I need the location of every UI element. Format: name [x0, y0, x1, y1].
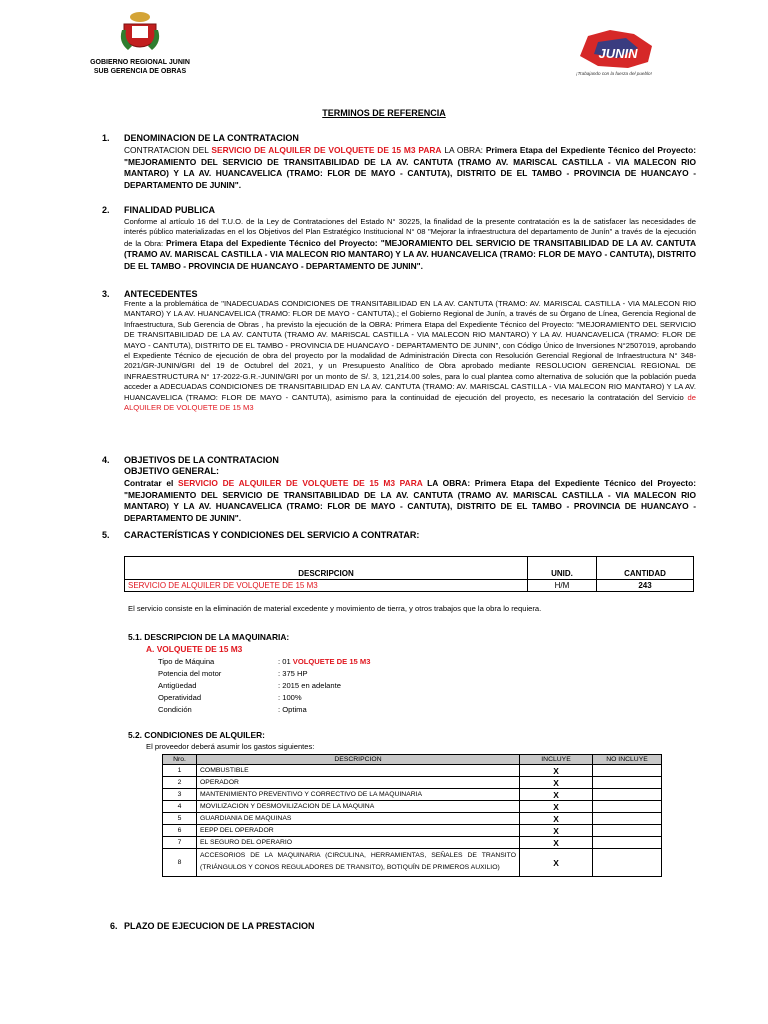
section-4-text: Contratar el SERVICIO DE ALQUILER DE VOLQUETE DE 15 M3 PARA LA OBRA: Primera Etapa del Expediente Técnico del Proyecto: "MEJORAMIENTO DEL SERVICIO DE TRANSITABILIDAD DE LA AV. CANTUTA (TRAMO AV. MARISCAL CASTILLA - VIA MALECON RIO MANTARO) Y LA AV. HUANCAVELICA (TRAMO: FLOR DE MAYO - CANTUTA), DISTRITO DE EL TAMBO - PROVINCIA DE HUANCAYO - DEPARTAMENTO DE JUNIN". [124, 478, 696, 523]
row-number: 2 [163, 777, 197, 789]
rental-row [163, 825, 662, 837]
spec-value: : 2015 en adelante [278, 681, 341, 690]
row-number: 5 [163, 813, 197, 825]
row-description: COMBUSTIBLE [197, 765, 520, 777]
spec-key: Antigüedad [158, 681, 197, 690]
row-not-includes [593, 765, 662, 777]
service-description: SERVICIO DE ALQUILER DE VOLQUETE DE 15 M3 [125, 580, 528, 592]
row-not-includes [593, 789, 662, 801]
section-3-text: Frente a la problemática de "INADECUADAS CONDICIONES DE TRANSITABILIDAD EN LA AV. CANTUTA (TRAMO: AV. MARISCAL CASTILLA - VIA MALECON RIO MANTARO) Y LA AV. HUANCAVELICA (TRAMO: FLOR DE MAYO - CANTUTA).; el Gobierno Regional de Junín, a través de su Órgano de Línea, Gerencia Regional de Infraestructura, Sub Gerencia de Obras , ha previsto la ejecución de la OBRA: Primera Etapa del Expediente Técnico del Proyecto: "MEJORAMIENTO DEL SERVICIO DE TRANSITABILIDAD DE LA AV. CANTUTA (TRAMO AV. MARISCAL CASTILLA - VIA MALECON RIO MANTARO) Y LA AV. HUANCAVELICA (TRAMO: FLOR DE MAYO - CANTUTA), DISTRITO DE EL TAMBO - PROVINCIA DE HUANCAYO - DEPARTAMENTO DE JUNIN", con Código Único de Inversiones N°2507019, aprobando el Expediente Técnico de ejecución de obra del proyecto por la modalidad de Administración Directa con Resolución Gerencial Regional de Infraestructura N° 348-2021/GR-JUNIN/GRI del 19 de Octubrel del 2021, y un Presupuesto Analítico de Obra aprobado mediante RESOLUCION GERENCIAL REGIONAL DE INFRAESTRUCTURA N° 17-2022-G.R.-JUNIN/GRI por un monto de S/. 3, 121,214.00 soles, para lo cual plantea como alternativa de solución que la población pueda acceder a ADECUADAS CONDICIONES DE TRANSITABILIDAD EN LA AV. CANTUTA (TRAMO: AV. MARISCAL CASTILLA - VIA MALECON RIO MANTARO) Y LA AV. HUANCAVELICA (TRAMO: FLOR DE MAYO - CANTUTA), asimismo para la continuidad de ejecución del proyecto, es necesario la contratación del Servicio de ALQUILER DE VOLQUETE DE 15 M3 [124, 299, 696, 413]
rental-table-body [163, 765, 662, 877]
service-unit: H/M [528, 580, 597, 592]
rental-row [163, 789, 662, 801]
row-not-includes [593, 849, 662, 877]
row-not-includes [593, 813, 662, 825]
gov-line-1: GOBIERNO REGIONAL JUNIN [90, 59, 190, 66]
spec-value: : 100% [278, 693, 302, 702]
header-nro: Nro. [163, 755, 197, 765]
row-includes: X [520, 813, 593, 825]
row-not-includes [593, 837, 662, 849]
document-title: TERMINOS DE REFERENCIA [322, 108, 446, 118]
service-row [125, 580, 694, 592]
section-5-2-heading: 5.2. CONDICIONES DE ALQUILER: [128, 730, 265, 740]
header-not-includes: NO INCLUYE [593, 755, 662, 765]
row-description: EL SEGURO DEL OPERARIO [197, 837, 520, 849]
rental-row [163, 813, 662, 825]
row-number: 8 [163, 849, 197, 877]
row-description: OPERADOR [197, 777, 520, 789]
row-not-includes [593, 777, 662, 789]
header-description: DESCRIPCION [197, 755, 520, 765]
service-quantity: 243 [597, 580, 694, 592]
row-description: ACCESORIOS DE LA MAQUINARIA (CIRCULINA, HERRAMIENTAS, SEÑALES DE TRANSITO (TRIÁNGULOS Y CONOS REGULADORES DE TRANSITO), BOTIQUÍN DE PRIMEROS AUXILIO) [197, 849, 520, 877]
row-number: 1 [163, 765, 197, 777]
row-description: MOVILIZACION Y DESMOVILIZACION DE LA MAQUINA [197, 801, 520, 813]
row-number: 7 [163, 837, 197, 849]
logo-slogan: ¡Trabajando con la fuerza del pueblo! [576, 71, 652, 76]
row-number: 3 [163, 789, 197, 801]
rental-table-header [163, 755, 662, 765]
regional-crest [118, 8, 162, 58]
row-includes: X [520, 825, 593, 837]
row-includes: X [520, 849, 593, 877]
spec-key: Operatividad [158, 693, 202, 702]
row-includes: X [520, 789, 593, 801]
junin-logo [568, 28, 658, 86]
section-5-2-subheading: El proveedor deberá asumir los gastos siguientes: [146, 742, 315, 751]
section-4-subheading: OBJETIVO GENERAL: [124, 466, 220, 476]
rental-conditions-table [162, 754, 662, 877]
service-table-header [125, 557, 694, 580]
logo-text: JUNIN [598, 46, 638, 61]
row-description: MANTENIMIENTO PREVENTIVO Y CORRECTIVO DE LA MAQUINARIA [197, 789, 520, 801]
spec-value: : 375 HP [278, 669, 308, 678]
row-not-includes [593, 825, 662, 837]
service-table [124, 556, 694, 592]
header-unit: UNID. [528, 557, 597, 580]
institution-name [60, 58, 220, 76]
rental-row [163, 777, 662, 789]
row-description: EEPP DEL OPERADOR [197, 825, 520, 837]
rental-row [163, 765, 662, 777]
row-number: 6 [163, 825, 197, 837]
rental-row [163, 801, 662, 813]
spec-value: : 01 VOLQUETE DE 15 M3 [278, 657, 371, 666]
spec-key: Condición [158, 705, 192, 714]
row-number: 4 [163, 801, 197, 813]
rental-row [163, 849, 662, 877]
row-includes: X [520, 777, 593, 789]
header-description: DESCRIPCION [125, 557, 528, 580]
section-1-text: CONTRATACION DEL SERVICIO DE ALQUILER DE VOLQUETE DE 15 M3 PARA LA OBRA: Primera Etapa del Expediente Técnico del Proyecto: "MEJORAMIENTO DEL SERVICIO DE TRANSITABILIDAD DE LA AV. CANTUTA (TRAMO AV. MARISCAL CASTILLA - VIA MALECON RIO MANTARO) Y LA AV. HUANCAVELICA (TRAMO: FLOR DE MAYO - CANTUTA), DISTRITO DE EL TAMBO - PROVINCIA DE HUANCAYO - DEPARTAMENTO DE JUNIN". [124, 145, 697, 190]
gov-line-2: SUB GERENCIA DE OBRAS [93, 68, 187, 75]
section-5-1-heading: 5.1. DESCRIPCION DE LA MAQUINARIA: [128, 632, 290, 642]
row-description: GUARDIANIA DE MAQUINAS [197, 813, 520, 825]
spec-key: Potencia del motor [158, 669, 222, 678]
row-includes: X [520, 765, 593, 777]
header-includes: INCLUYE [520, 755, 593, 765]
rental-row [163, 837, 662, 849]
row-includes: X [520, 801, 593, 813]
spec-key: Tipo de Máquina [158, 657, 215, 666]
spec-value: : Optima [278, 705, 307, 714]
header-quantity: CANTIDAD [597, 557, 694, 580]
service-note: El servicio consiste en la eliminación de material excedente y movimiento de tierra, y otros trabajos que la obra lo requiera. [128, 604, 542, 613]
machine-subheading: A. VOLQUETE DE 15 M3 [146, 644, 243, 654]
row-not-includes [593, 801, 662, 813]
section-2-text: Conforme al artículo 16 del T.U.O. de la Ley de Contrataciones del Estado N° 30225, la finalidad de la presente contratación es la de satisfacer las necesidades de interés público materializadas en el los Objetivos del Plan Estratégico Institucional N° 08 "Mejorar la infraestructura del departamento de Junín" a través de la ejecución de la Obra: Primera Etapa del Expediente Técnico del Proyecto: "MEJORAMIENTO DEL SERVICIO DE TRANSITABILIDAD DE LA AV. CANTUTA (TRAMO AV. MARISCAL CASTILLA - VIA MALECON RIO MANTARO) Y LA AV. HUANCAVELICA (TRAMO: FLOR DE MAYO - CANTUTA), DISTRITO DE EL TAMBO - PROVINCIA DE HUANCAYO - DEPARTAMENTO DE JUNIN". [124, 217, 696, 271]
row-includes: X [520, 837, 593, 849]
